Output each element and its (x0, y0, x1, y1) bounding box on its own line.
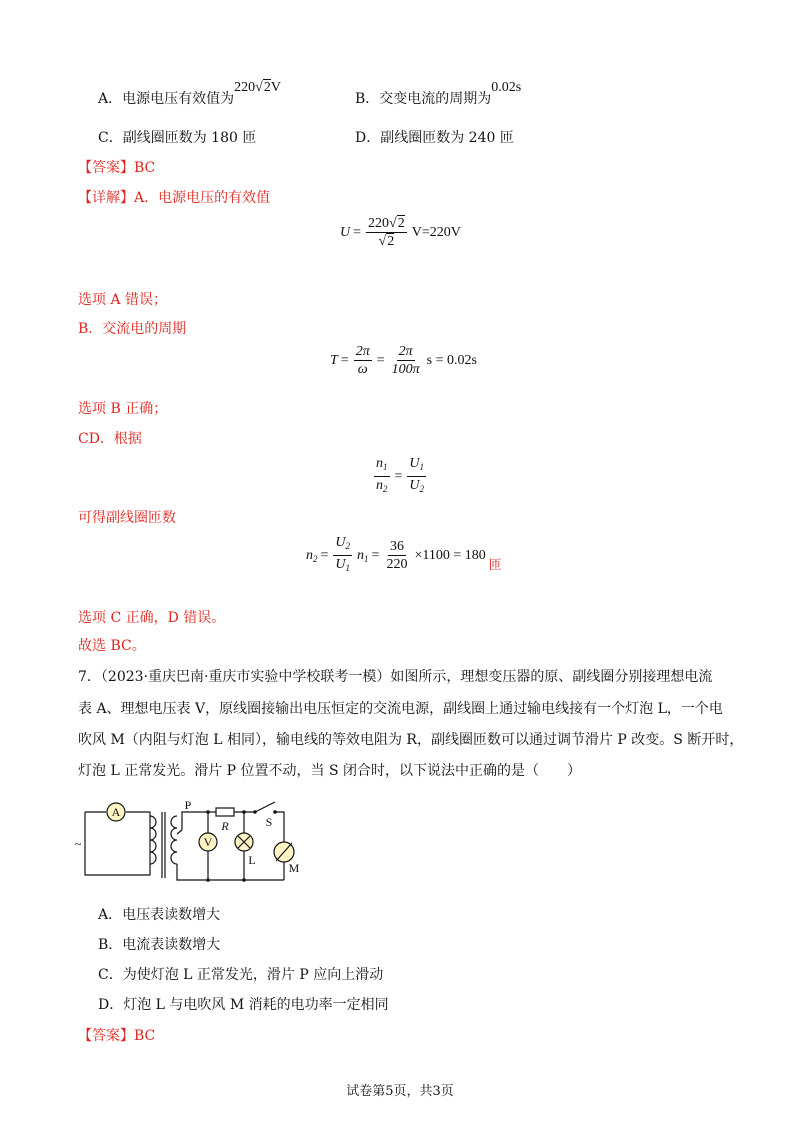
equation-secondary-turns: $n_2$ = $\frac{U_2}{U_1}$ $n_1$ = $\frac{36}{220}$ ×1100 = 180 匝 (306, 535, 502, 573)
q6-option-b-label: B．交变电流的周期为 (355, 91, 492, 107)
q7-stem-line2: 表 A、理想电压表 V，原线圈接输出电压恒定的交流电源，副线圈上通过输电线接有一个灯泡 L，一个电 (78, 701, 723, 717)
equation-turns-ratio: $\frac{n_1}{n_2}$ = $\frac{U_1}{U_2}$ (376, 456, 425, 494)
detail-a-text: A．电源电压的有效值 (134, 190, 271, 206)
resistor-icon (216, 808, 234, 816)
q7-stem-line1: 7．（2023·重庆巴南·重庆市实验中学校联考一模）如图所示，理想变压器的原、副线圈分别接理想电流 (78, 669, 713, 685)
motor-label: M (288, 861, 300, 875)
q6-final: 故选 BC。 (78, 638, 146, 654)
detail-prefix: 【详解】 (78, 190, 134, 206)
q7-option-d: D．灯泡 L 与电吹风 M 消耗的电功率一定相同 (98, 997, 389, 1013)
voltmeter-label: V (203, 835, 213, 849)
slider-label: P (184, 798, 192, 812)
switch-icon (255, 802, 275, 812)
q6-option-c: C．副线圈匝数为 180 匝 (98, 130, 257, 146)
switch-label: S (265, 815, 273, 829)
ammeter-label: A (111, 805, 121, 819)
q6-option-a-value: 220√2V (234, 80, 281, 95)
equation-effective-voltage: U = $\frac{220√2}{√2}$ V=220V (340, 216, 461, 249)
q6-conclusion-a: 选项 A 错误； (78, 292, 168, 308)
lamp-label: L (248, 853, 256, 867)
q7-option-a: A．电压表读数增大 (98, 907, 221, 923)
ac-source-label: ~ (74, 837, 82, 851)
unit-turns: 匝 (488, 558, 502, 573)
q6-conclusion-cd: 选项 C 正确，D 错误。 (78, 610, 226, 626)
q6-derive: 可得副线圈匝数 (78, 510, 176, 526)
q6-option-d: D．副线圈匝数为 240 匝 (355, 130, 514, 146)
page-footer: 试卷第5页，共3页 (346, 1084, 454, 1099)
resistor-label: R (221, 819, 229, 833)
q6-conclusion-b: 选项 B 正确； (78, 401, 168, 417)
q6-option-b-value: 0.02s (491, 80, 522, 95)
q7-answer: 【答案】BC (78, 1028, 156, 1044)
q6-option-b (355, 80, 522, 109)
q6-answer: 【答案】BC (78, 160, 156, 176)
q7-option-c: C．为使灯泡 L 正常发光，滑片 P 应向上滑动 (98, 967, 384, 983)
equation-period: T = $\frac{2\pi}{\omega}$ = $\frac{2\pi}{100\pi}$ s = 0.02s (330, 344, 477, 377)
q6-option-a-label: A．电源电压有效值为 (98, 91, 235, 107)
q7-stem-line4: 灯泡 L 正常发光。滑片 P 位置不动，当 S 闭合时，以下说法中正确的是（ ） (78, 763, 582, 779)
q7-stem-line3: 吹风 M（内阻与灯泡 L 相同），输电线的等效电阻为 R，副线圈匝数可以通过调节滑片 P 改变。S 断开时， (78, 732, 744, 748)
q6-heading-cd: CD．根据 (78, 431, 142, 447)
fraction: $\frac{220√2}{√2}$ (368, 216, 405, 249)
q6-detail-a (78, 189, 270, 207)
q7-option-b: B．电流表读数增大 (98, 937, 221, 953)
q6-heading-b: B．交流电的周期 (78, 321, 187, 337)
transformer-circuit-diagram (70, 790, 330, 890)
q6-option-a (98, 80, 281, 109)
